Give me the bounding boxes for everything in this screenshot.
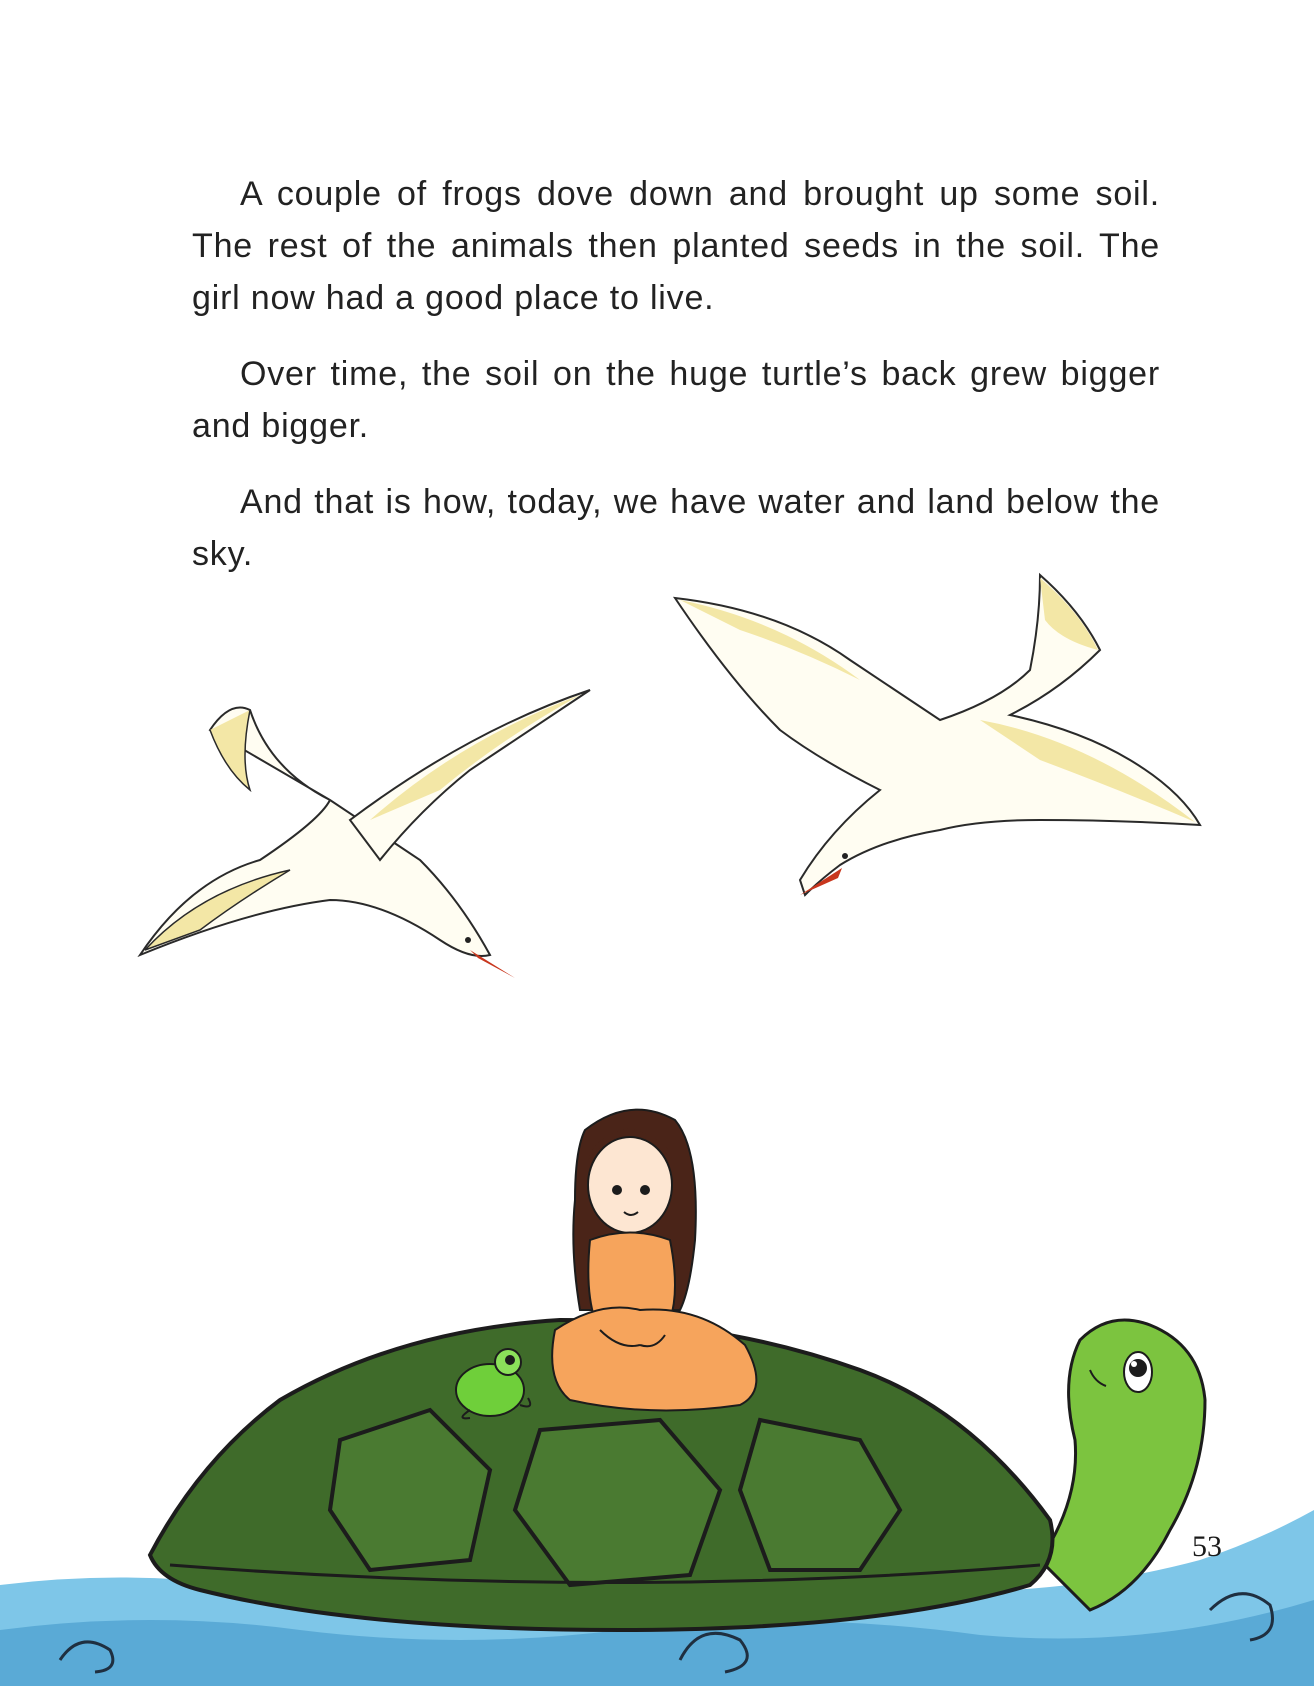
story-paragraph: Over time, the soil on the huge turtle’s back grew bigger and bigger. [192, 355, 1160, 445]
crane-icon [140, 690, 590, 978]
girl-icon [552, 1110, 756, 1411]
page-number: 53 [1192, 1530, 1222, 1563]
story-paragraph: And that is how, today, we have water and land below the sky. [192, 483, 1160, 573]
story-paragraph: A couple of frogs dove down and brought up some soil. The rest of the animals then planted seeds in the soil. The girl now had a good place to live. [192, 175, 1160, 317]
crane-icon [675, 575, 1200, 895]
